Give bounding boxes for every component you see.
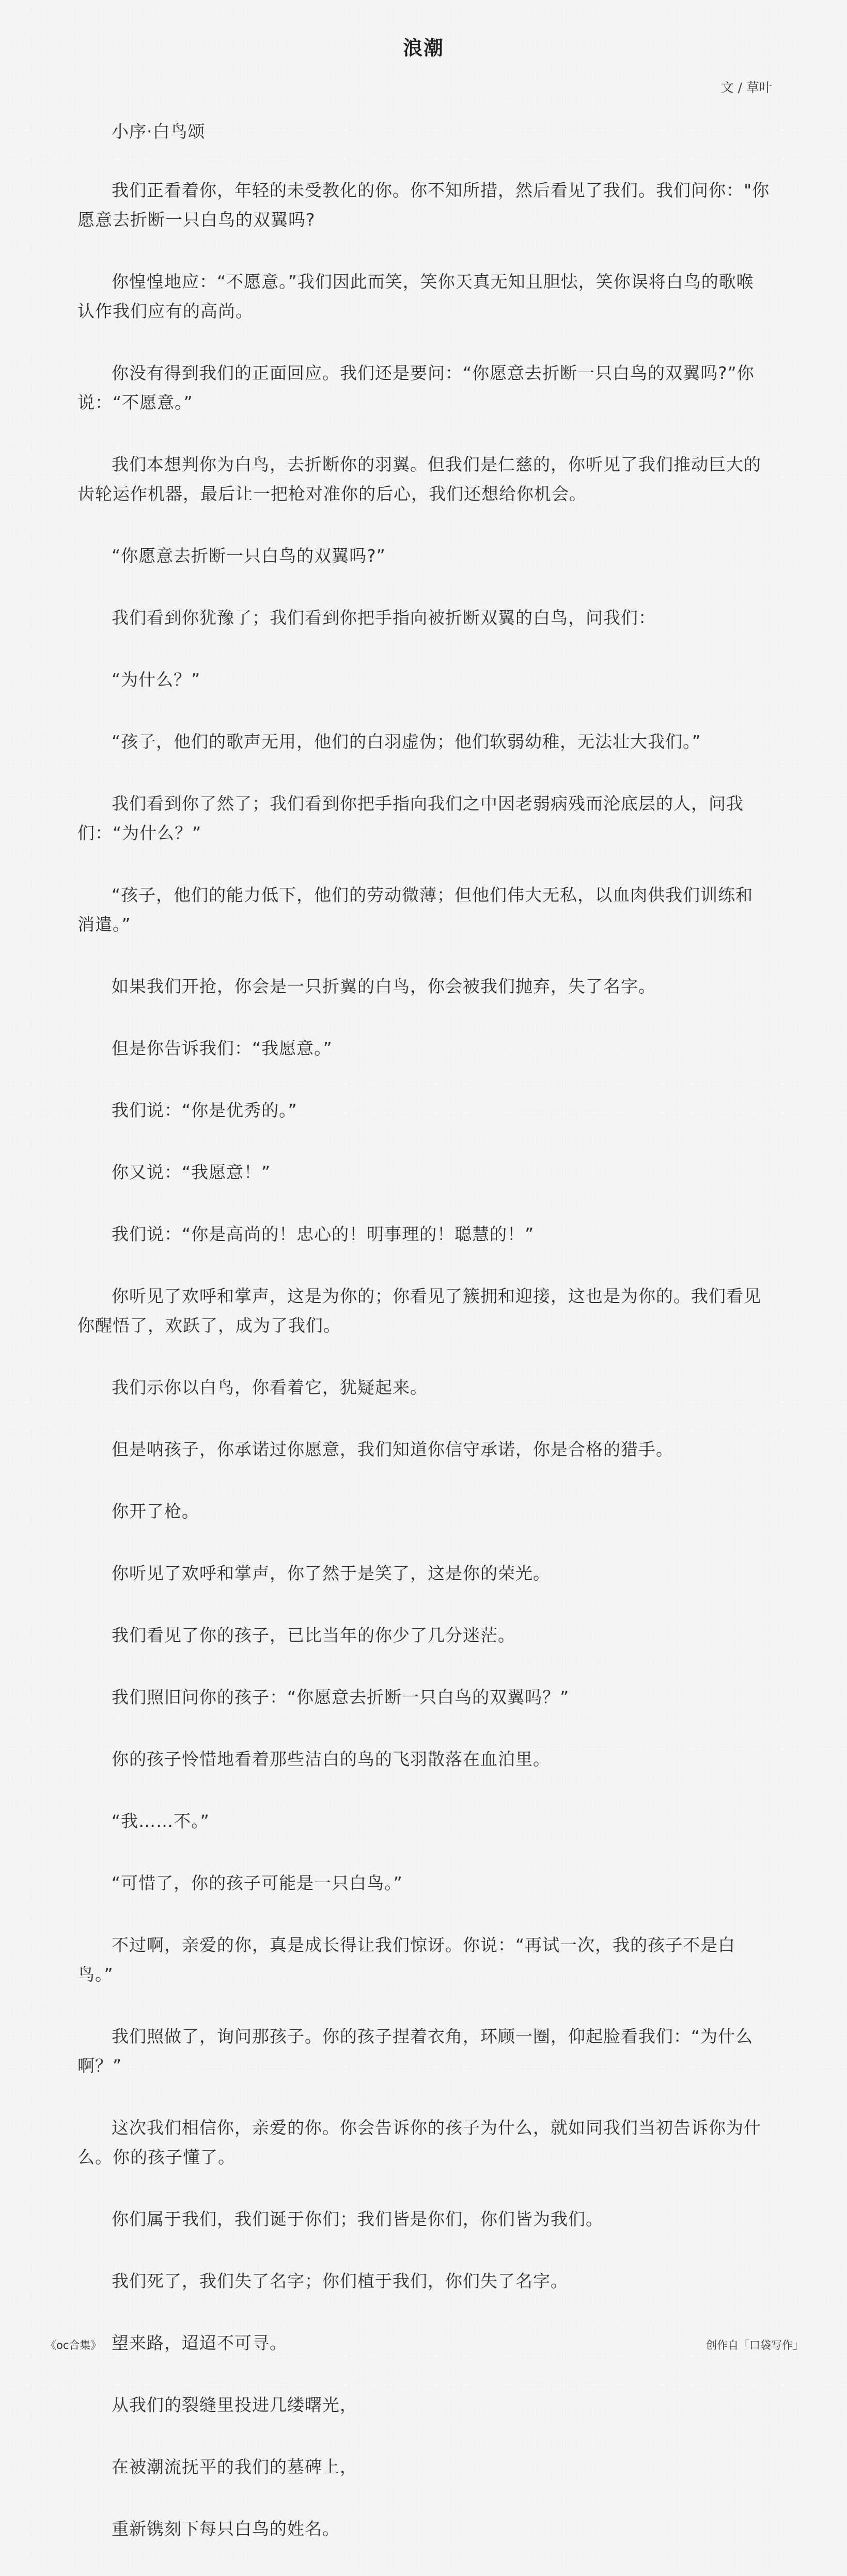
paragraph: “孩子，他们的能力低下，他们的劳动微薄；但他们伟大无私，以血肉供我们训练和消遣。” [77,885,754,934]
paragraph: 我们死了，我们失了名字；你们植于我们，你们失了名字。 [112,2271,568,2291]
paragraph: 你惶惶地应：“不愿意。”我们因此而笑，笑你天真无知且胆怯，笑你误将白鸟的歌喉认作我们应有的高尚。 [77,272,754,321]
paragraph: 这次我们相信你，亲爱的你。你会告诉你的孩子为什么，就如同我们当初告诉你为什么。你的孩子懂了。 [77,2118,761,2167]
paragraph: 你们属于我们，我们诞于你们；我们皆是你们，你们皆为我们。 [112,2209,603,2229]
paragraph: 我们本想判你为白鸟，去折断你的羽翼。但我们是仁慈的，你听见了我们推动巨大的齿轮运作机器，最后让一把枪对准你的后心，我们还想给你机会。 [77,454,761,504]
paragraph: 我们说：“你是优秀的。” [112,1100,297,1120]
paragraph: 望来路，迢迢不可寻。 [112,2333,287,2353]
paragraph: 你开了枪。 [112,1501,199,1521]
paragraph: “我……不。” [112,1811,210,1831]
collection-label: 《oc合集》 [45,2339,102,2351]
article-body [77,117,771,2576]
paragraph: 不过啊，亲爱的你，真是成长得让我们惊讶。你说：“再试一次，我的孩子不是白鸟。” [77,1935,736,1984]
paragraph: 但是你告诉我们：“我愿意。” [112,1038,333,1058]
paragraph: 我们说：“你是高尚的！忠心的！明事理的！聪慧的！” [112,1224,535,1244]
paragraph: 但是呐孩子，你承诺过你愿意，我们知道你信守承诺，你是合格的猎手。 [112,1439,673,1459]
preface-heading: 小序·白鸟颂 [112,121,206,141]
paragraph: 我们看到你了然了；我们看到你把手指向我们之中因老弱病残而沦底层的人，问我们：“为什么？” [77,793,744,843]
paragraph: 你听见了欢呼和掌声，你了然于是笑了，这是你的荣光。 [112,1563,551,1583]
paragraph: 你又说：“我愿意！” [112,1162,271,1182]
page-title: 浪潮 [402,37,444,59]
source-label: 创作自「口袋写作」 [706,2339,804,2351]
paragraph: 如果我们开抢，你会是一只折翼的白鸟，你会被我们抛弃，失了名字。 [112,976,656,996]
paragraph: “为什么？” [112,670,201,690]
paragraph: 我们正看着你，年轻的未受教化的你。你不知所措，然后看见了我们。我们问你："你愿意去折断一只白鸟的双翼吗? [77,180,770,230]
paragraph: “孩子，他们的歌声无用，他们的白羽虚伪；他们软弱幼稚，无法壮大我们。” [112,732,701,752]
paragraph: 你的孩子怜惜地看着那些洁白的鸟的飞羽散落在血泊里。 [112,1749,551,1769]
author-byline: 文 / 草叶 [720,80,772,95]
paragraph: “可惜了，你的孩子可能是一只白鸟。” [112,1873,403,1893]
paragraph: 我们照旧问你的孩子：“你愿意去折断一只白鸟的双翼吗？” [112,1687,570,1707]
paragraph: 从我们的裂缝里投进几缕曙光， [112,2395,357,2415]
paragraph: 我们照做了，询问那孩子。你的孩子捏着衣角，环顾一圈，仰起脸看我们：“为什么啊？” [77,2026,754,2076]
paragraph: 我们看见了你的孩子，已比当年的你少了几分迷茫。 [112,1625,515,1645]
paragraph: 我们看到你犹豫了；我们看到你把手指向被折断双翼的白鸟，问我们： [112,608,656,628]
paragraph: 你听见了欢呼和掌声，这是为你的；你看见了簇拥和迎接，这也是为你的。我们看见你醒悟了，欢跃了，成为了我们。 [77,1286,761,1335]
paragraph: 我们示你以白鸟，你看着它，犹疑起来。 [112,1377,428,1397]
paragraph: 重新镌刻下每只白鸟的姓名。 [112,2519,340,2539]
paragraph: “你愿意去折断一只白鸟的双翼吗?” [112,546,386,566]
paragraph: 在被潮流抚平的我们的墓碑上， [112,2457,357,2477]
paragraph: 你没有得到我们的正面回应。我们还是要问：“你愿意去折断一只白鸟的双翼吗?”你说：“不愿意。” [77,363,755,412]
